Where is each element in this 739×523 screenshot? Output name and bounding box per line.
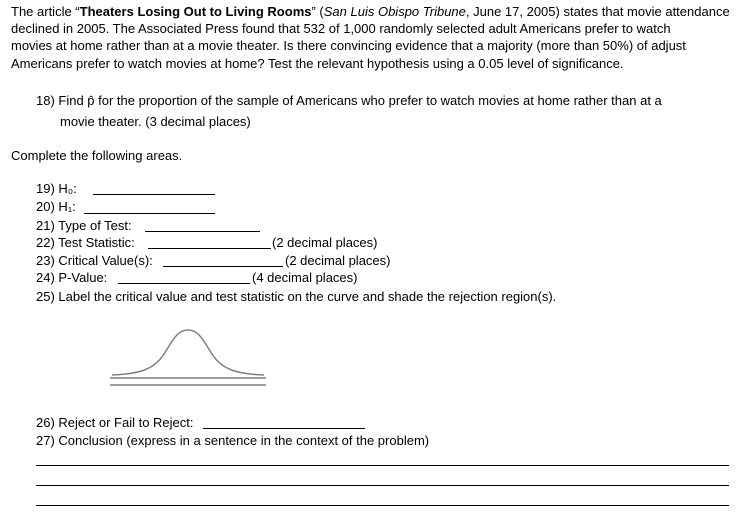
q26-label: 26) Reject or Fail to Reject: <box>36 415 194 430</box>
q25-label: 25) Label the critical value and test statistic on the curve and shade the rejection region(s). <box>36 289 557 304</box>
q24-label: 24) P-Value: <box>36 270 108 285</box>
q21-label: 21) Type of Test: <box>36 218 132 233</box>
q24-note: (4 decimal places) <box>252 270 358 285</box>
newspaper-name: San Luis Obispo Tribune <box>323 4 466 19</box>
q23-label: 23) Critical Value(s): <box>36 253 153 268</box>
q18-line-2: movie theater. (3 decimal places) <box>60 114 251 129</box>
intro-line-1 <box>11 4 730 20</box>
q23-answer-blank[interactable] <box>163 266 283 267</box>
q18-line-1: 18) Find p̂ for the proportion of the sample of Americans who prefer to watch movies at home rather than at a <box>36 93 662 108</box>
q26-answer-blank[interactable] <box>203 428 365 429</box>
intro-line-2: declined in 2005. The Associated Press found that 532 of 1,000 randomly selected adult Americans prefer to watch <box>11 21 671 36</box>
q22-answer-blank[interactable] <box>148 248 271 249</box>
q19-label: 19) H₀: <box>36 181 77 196</box>
complete-label: Complete the following areas. <box>11 148 183 163</box>
q21-answer-blank[interactable] <box>145 231 260 232</box>
conclusion-line-2[interactable] <box>36 485 729 486</box>
q19-answer-blank[interactable] <box>93 194 215 195</box>
normal-curve-diagram <box>108 324 268 388</box>
q20-answer-blank[interactable] <box>84 213 215 214</box>
q23-note: (2 decimal places) <box>285 253 391 268</box>
normal-curve <box>112 330 264 375</box>
q22-note: (2 decimal places) <box>272 235 378 250</box>
q27-label: 27) Conclusion (express in a sentence in the context of the problem) <box>36 433 430 448</box>
article-title: Theaters Losing Out to Living Rooms <box>79 4 312 19</box>
q22-label: 22) Test Statistic: <box>36 235 135 250</box>
intro-text: The article “ <box>11 4 80 19</box>
q24-answer-blank[interactable] <box>118 283 250 284</box>
intro-line-4: Americans prefer to watch movies at home? Test the relevant hypothesis using a 0.05 level of significance. <box>11 56 624 71</box>
conclusion-line-3[interactable] <box>36 505 729 506</box>
intro-text: , June 17, 2005) states that movie attendance <box>465 4 730 19</box>
intro-text: ” ( <box>311 4 324 19</box>
intro-line-3: movies at home rather than at a movie theater. Is there convincing evidence that a majority (more than 50%) of adjust <box>11 38 686 53</box>
q20-label: 20) H₁: <box>36 199 76 214</box>
conclusion-line-1[interactable] <box>36 465 729 466</box>
